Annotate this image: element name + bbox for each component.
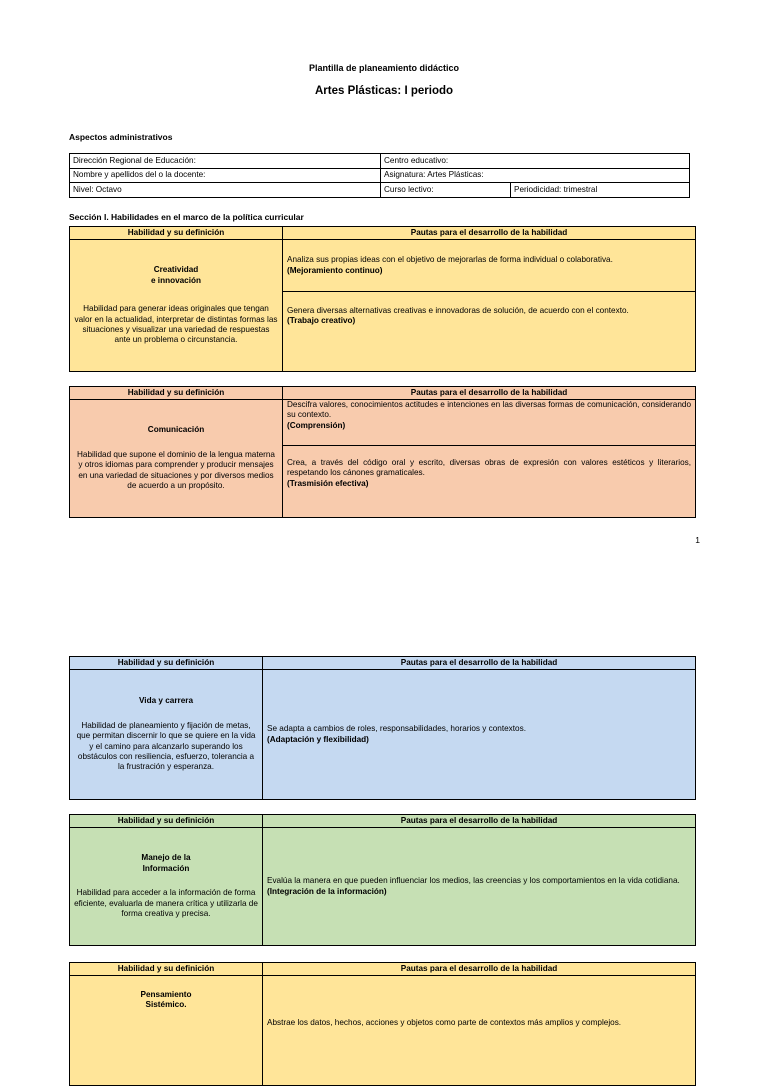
- pauta-text: Abstrae los datos, hechos, acciones y objetos como parte de contextos más amplios y complejos.: [267, 1018, 622, 1027]
- skill-definition: Habilidad para acceder a la información de forma eficiente, evaluarla de manera crítica y utilizarla de forma creativa y precisa.: [74, 888, 258, 919]
- column-header-pautas: Pautas para el desarrollo de la habilidad: [263, 657, 696, 670]
- skill-name: Vida y carrera: [138, 696, 194, 706]
- skill-table-manejo-informacion: [69, 814, 696, 946]
- pauta-cell: [263, 976, 696, 1086]
- skill-table-creatividad: [69, 226, 696, 372]
- pauta-text: Crea, a través del código oral y escrito, diversas obras de expresión con valores estéticos y literarios, respetando los cánones gramaticales.: [287, 458, 691, 478]
- pauta-cell: [283, 240, 696, 292]
- pauta-text: Se adapta a cambios de roles, responsabilidades, horarios y contextos.: [267, 724, 526, 734]
- column-header-skill: Habilidad y su definición: [70, 657, 263, 670]
- table-row: [70, 168, 690, 183]
- skill-name: Pensamiento: [140, 990, 192, 999]
- pauta-cell: [283, 292, 696, 372]
- skill-cell: [70, 400, 283, 518]
- pauta-cell: [283, 400, 696, 446]
- skill-cell: [70, 240, 283, 372]
- column-header-skill: Habilidad y su definición: [70, 387, 283, 400]
- skill-cell: [70, 976, 263, 1086]
- skill-name: e innovación: [150, 275, 202, 285]
- skill-definition: Habilidad para generar ideas originales que tengan valor en la actualidad, interpretar de distintas formas las situaciones y visualizar una variedad de respuestas ante un problema o circunstancia.: [74, 304, 278, 345]
- skill-table-pensamiento-sistemico: [69, 962, 696, 1086]
- skill-name: Comunicación: [147, 425, 205, 435]
- pauta-text: Genera diversas alternativas creativas e innovadoras de solución, de acuerdo con el contexto.: [287, 306, 629, 315]
- skill-definition: Habilidad de planeamiento y fijación de metas, que permitan discernir lo que se quiere en la vida y el camino para alcanzarlo superando los obstáculos con resiliencia, esfuerzo, tolerancia a la frustración y esperanza.: [76, 720, 256, 772]
- pauta-cell: [263, 828, 696, 946]
- admin-field-docente: Nombre y apellidos del o la docente:: [70, 168, 381, 183]
- column-header-skill: Habilidad y su definición: [70, 963, 263, 976]
- skill-name: Información: [142, 863, 190, 873]
- skill-table-comunicacion: [69, 386, 696, 518]
- pauta-label: (Integración de la información): [267, 886, 387, 896]
- pauta-label: (Trasmisión efectiva): [287, 478, 369, 488]
- pauta-label: (Adaptación y flexibilidad): [267, 734, 369, 744]
- pauta-label: (Mejoramiento continuo): [287, 265, 383, 275]
- pauta-cell: [263, 670, 696, 800]
- admin-field-nivel: Nivel: Octavo: [70, 183, 381, 198]
- page-number: 1: [695, 535, 700, 545]
- skill-name: Sistémico.: [145, 1000, 187, 1010]
- document-title: Plantilla de planeamiento didáctico: [308, 63, 460, 73]
- pauta-text: Analiza sus propias ideas con el objetivo de mejorarlas de forma individual o colaborativa.: [287, 255, 613, 265]
- table-row: [70, 183, 690, 198]
- skill-name: Creatividad: [153, 265, 199, 275]
- table-row: [70, 154, 690, 169]
- document-subtitle: Artes Plásticas: I periodo: [314, 85, 454, 97]
- skill-name: Manejo de la: [141, 853, 191, 863]
- skill-table-vida-carrera: [69, 656, 696, 800]
- column-header-skill: Habilidad y su definición: [70, 227, 283, 240]
- pauta-label: (Trabajo creativo): [287, 316, 356, 326]
- section-heading: Sección I. Habilidades en el marco de la política curricular: [69, 212, 304, 222]
- pauta-text: Descifra valores, conocimientos actitudes e intenciones en las diversas formas de comunicación, considerando su contexto.: [287, 400, 691, 420]
- skill-cell: [70, 828, 263, 946]
- pauta-label: (Comprensión): [287, 420, 346, 430]
- column-header-skill: Habilidad y su definición: [70, 815, 263, 828]
- admin-field-periodicidad: Periodicidad: trimestral: [511, 183, 690, 198]
- pauta-cell: [283, 446, 696, 518]
- admin-table: [69, 153, 690, 198]
- column-header-pautas: Pautas para el desarrollo de la habilidad: [263, 963, 696, 976]
- column-header-pautas: Pautas para el desarrollo de la habilidad: [263, 815, 696, 828]
- column-header-pautas: Pautas para el desarrollo de la habilidad: [283, 387, 696, 400]
- admin-field-direccion: Dirección Regional de Educación:: [70, 154, 381, 169]
- column-header-pautas: Pautas para el desarrollo de la habilidad: [283, 227, 696, 240]
- admin-field-asignatura: Asignatura: Artes Plásticas:: [381, 168, 690, 183]
- admin-field-centro: Centro educativo:: [381, 154, 690, 169]
- admin-field-curso: Curso lectivo:: [381, 183, 511, 198]
- skill-cell: [70, 670, 263, 800]
- admin-heading: Aspectos administrativos: [69, 132, 173, 142]
- pauta-text: Evalúa la manera en que pueden influenciar los medios, las creencias y los comportamientos en la vida cotidiana.: [267, 876, 680, 886]
- skill-definition: Habilidad que supone el dominio de la lengua materna y otros idiomas para comprender y producir mensajes en una variedad de situaciones y por diversos medios de acuerdo a un propósito.: [76, 449, 275, 491]
